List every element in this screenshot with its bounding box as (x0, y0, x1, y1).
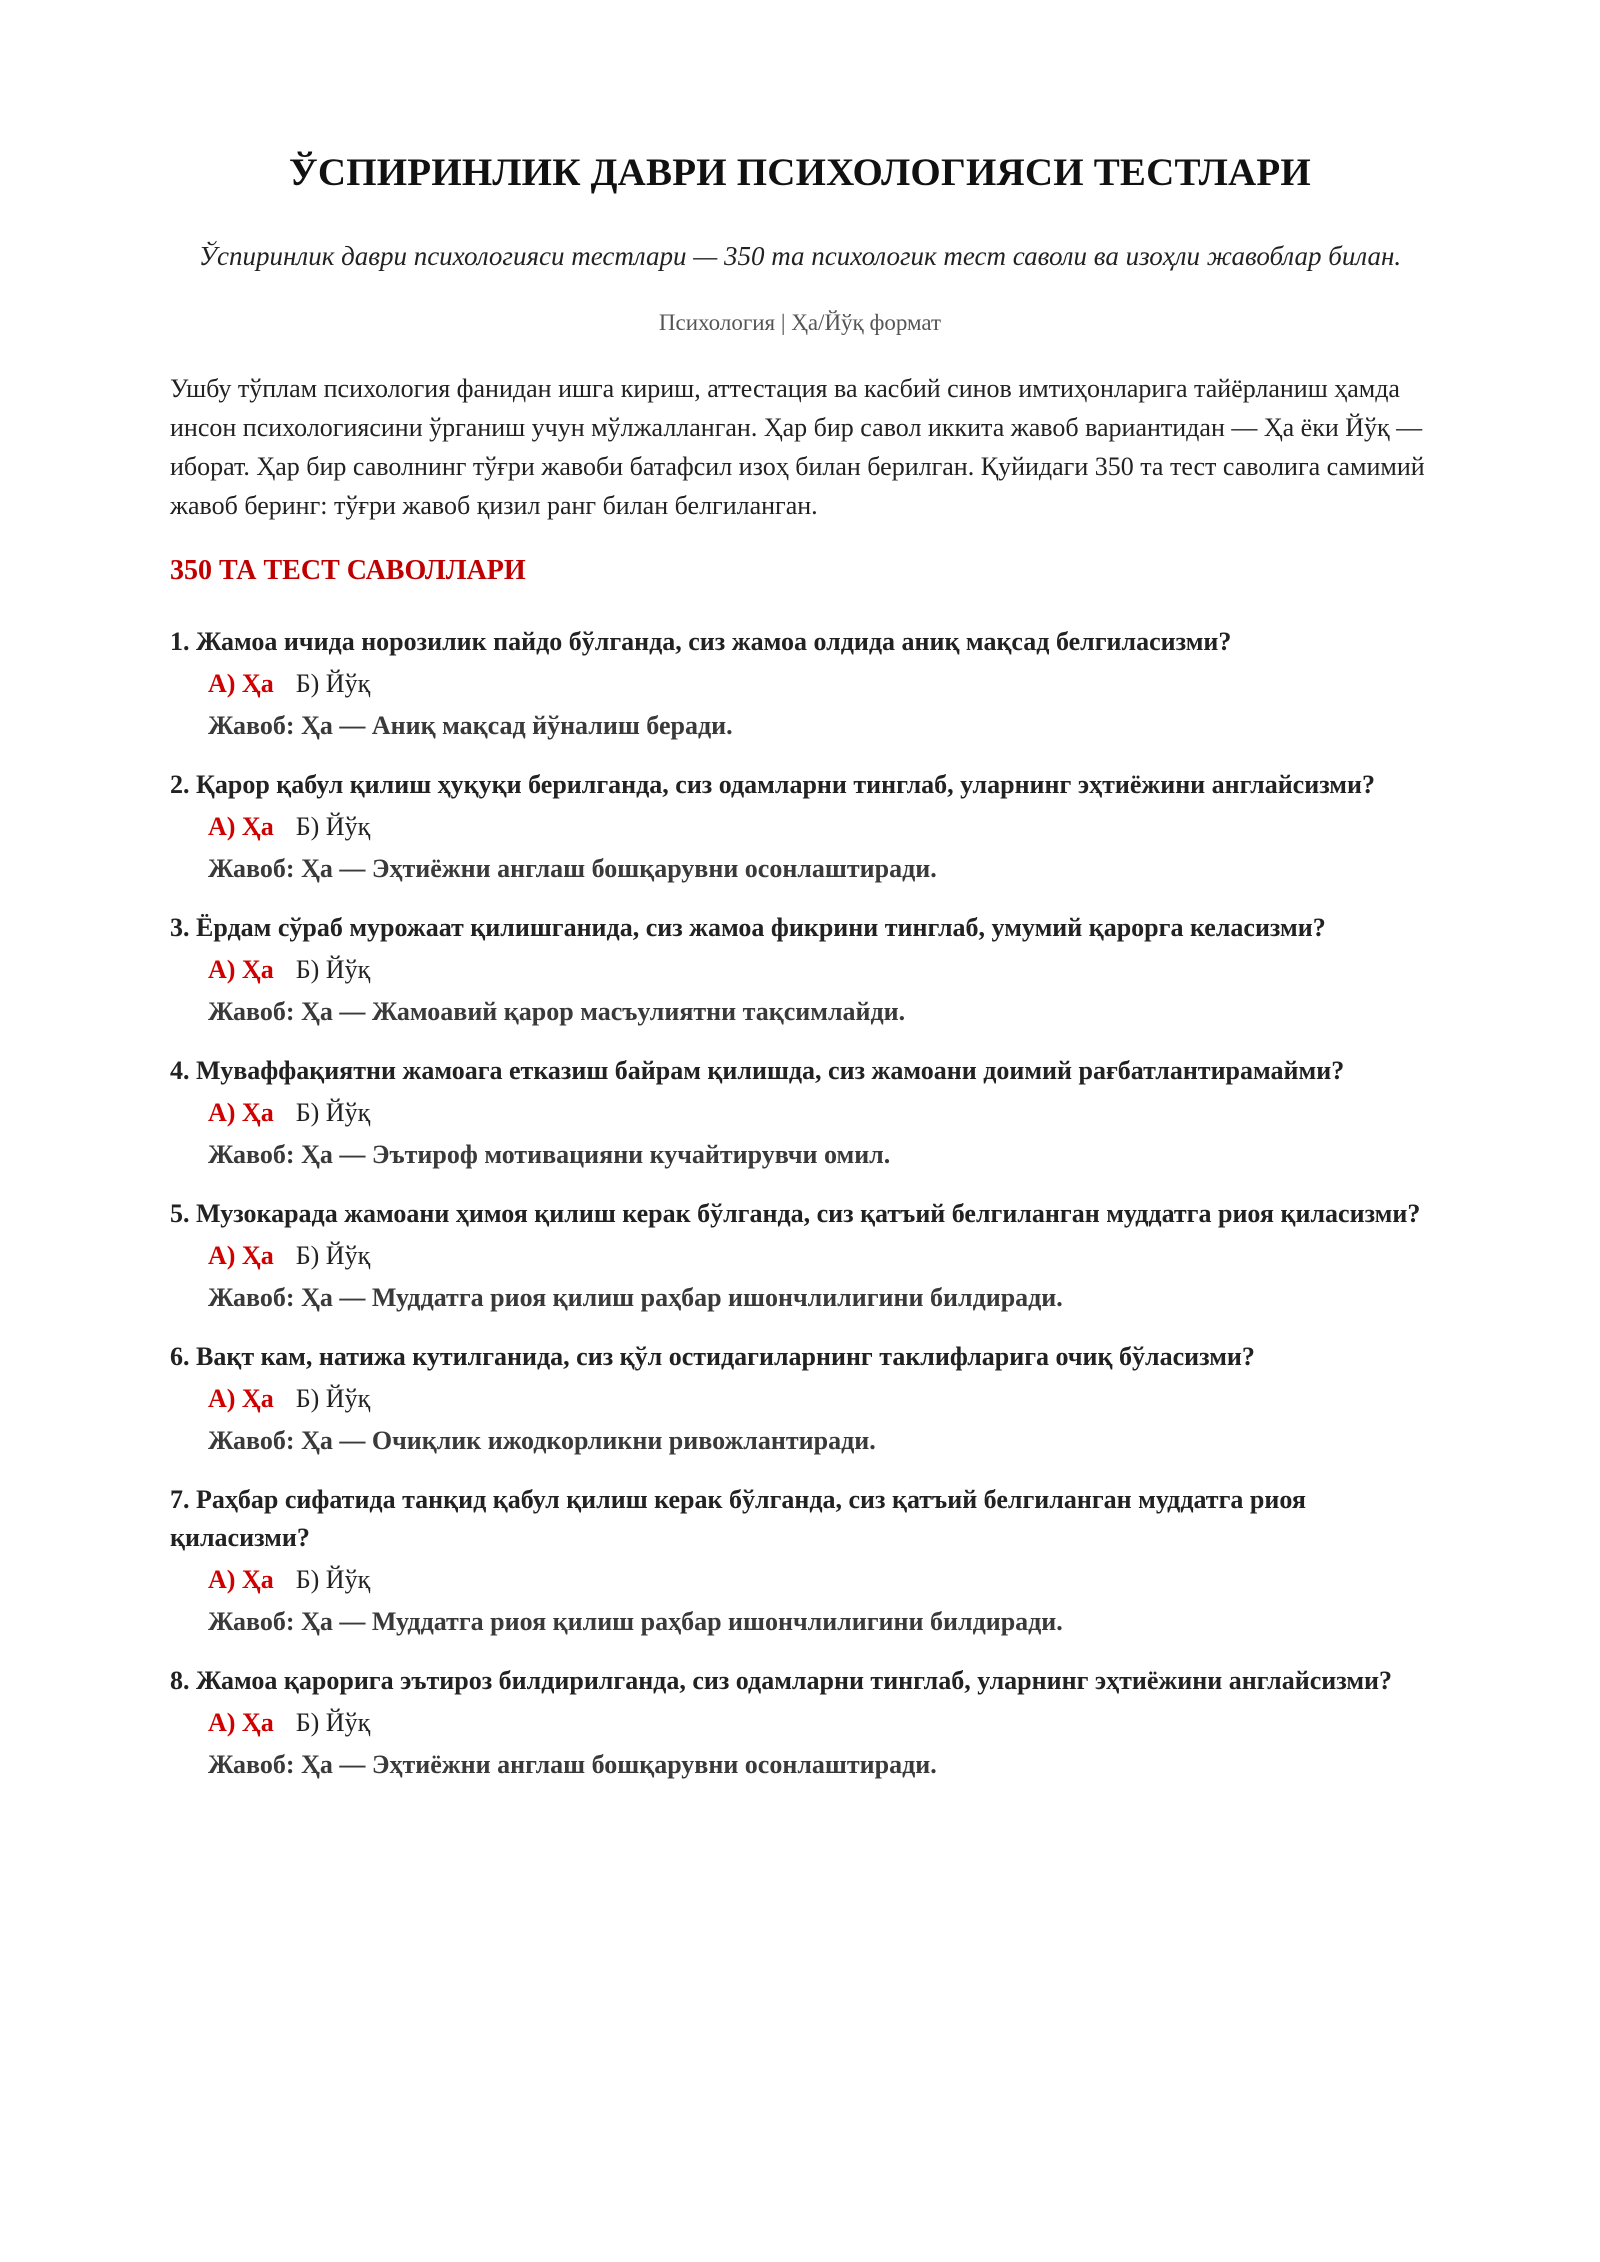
option-a-correct: А) Ҳа (208, 1565, 274, 1594)
question-item (170, 909, 1430, 1030)
option-b: Б) Йўқ (295, 1241, 371, 1270)
question-options (208, 1705, 1430, 1741)
option-a-correct: А) Ҳа (208, 812, 274, 841)
intro-paragraph: Ушбу тўплам психология фанидан ишга кириш, аттестация ва касбий синов имтиҳонларига тайёрланиш ҳамда инсон психологиясини ўрганиш учун мўлжалланган. Ҳар бир савол иккита жавоб вариантидан — Ҳа ёки Йўқ — иборат. Ҳар бир саволнинг тўғри жавоби батафсил изоҳ билан берилган. Қуйидаги 350 та тест саволига самимий жавоб беринг: тўғри жавоб қизил ранг билан белгиланган. (170, 374, 1425, 520)
question-item (170, 1662, 1430, 1783)
answer-explanation: Жавоб: Ҳа — Эҳтиёжни англаш бошқарувни осонлаштиради. (208, 854, 937, 883)
option-b: Б) Йўқ (295, 1384, 371, 1413)
question-item (170, 623, 1430, 744)
question-text: 8. Жамоа қарорига эътироз билдирилганда, сиз одамларни тинглаб, уларнинг эҳтиёжини англайсизми? (170, 1666, 1393, 1695)
document-title: ЎСПИРИНЛИК ДАВРИ ПСИХОЛОГИЯСИ ТЕСТЛАРИ (289, 151, 1311, 194)
question-text: 1. Жамоа ичида норозилик пайдо бўлганда, сиз жамоа олдида аниқ мақсад белгиласизми? (170, 627, 1232, 656)
option-a-correct: А) Ҳа (208, 1098, 274, 1127)
option-a-correct: А) Ҳа (208, 669, 274, 698)
question-item (170, 1052, 1430, 1173)
section-heading: 350 ТА ТЕСТ САВОЛЛАРИ (170, 555, 526, 586)
option-b: Б) Йўқ (295, 1708, 371, 1737)
option-b: Б) Йўқ (295, 955, 371, 984)
option-b: Б) Йўқ (295, 1098, 371, 1127)
question-options (208, 952, 1430, 988)
question-text: 4. Муваффақиятни жамоага етказиш байрам қилишда, сиз жамоани доимий рағбатлантирамайми? (170, 1056, 1345, 1085)
option-b: Б) Йўқ (295, 669, 371, 698)
question-list (170, 623, 1430, 1783)
option-a-correct: А) Ҳа (208, 1384, 274, 1413)
question-options (208, 1095, 1430, 1131)
question-text: 5. Музокарада жамоани ҳимоя қилиш керак бўлганда, сиз қатъий белгиланган муддатга риоя қиласизми? (170, 1199, 1421, 1228)
option-b: Б) Йўқ (295, 1565, 371, 1594)
option-b: Б) Йўқ (295, 812, 371, 841)
answer-explanation: Жавоб: Ҳа — Жамоавий қарор масъулиятни тақсимлайди. (208, 997, 906, 1026)
question-options (208, 809, 1430, 845)
question-options (208, 666, 1430, 702)
answer-explanation: Жавоб: Ҳа — Эҳтиёжни англаш бошқарувни осонлаштиради. (208, 1750, 937, 1779)
question-options (208, 1238, 1430, 1274)
question-text: 2. Қарор қабул қилиш ҳуқуқи берилганда, сиз одамларни тинглаб, уларнинг эҳтиёжини англайсизми? (170, 770, 1375, 799)
option-a-correct: А) Ҳа (208, 1708, 274, 1737)
document-subtitle: Ўспиринлик даври психологияси тестлари — 350 та психологик тест саволи ва изоҳли жавоблар билан. (198, 241, 1402, 271)
answer-explanation: Жавоб: Ҳа — Муддатга риоя қилиш раҳбар ишончлилигини билдиради. (208, 1283, 1063, 1312)
question-options (208, 1381, 1430, 1417)
question-text: 3. Ёрдам сўраб мурожаат қилишганида, сиз жамоа фикрини тинглаб, умумий қарорга келасизми? (170, 913, 1326, 942)
question-text: 7. Раҳбар сифатида танқид қабул қилиш керак бўлганда, сиз қатъий белгиланган муддатга риоя қиласизми? (170, 1485, 1306, 1552)
question-item (170, 1338, 1430, 1459)
question-item (170, 766, 1430, 887)
answer-explanation: Жавоб: Ҳа — Очиқлик ижодкорликни ривожлантиради. (208, 1426, 876, 1455)
question-options (208, 1562, 1430, 1598)
question-text: 6. Вақт кам, натижа кутилганида, сиз қўл остидагиларнинг таклифларига очиқ бўласизми? (170, 1342, 1255, 1371)
answer-explanation: Жавоб: Ҳа — Муддатга риоя қилиш раҳбар ишончлилигини билдиради. (208, 1607, 1063, 1636)
option-a-correct: А) Ҳа (208, 1241, 274, 1270)
question-item (170, 1195, 1430, 1316)
question-item (170, 1481, 1430, 1640)
document-meta: Психология | Ҳа/Йўқ формат (658, 310, 942, 335)
answer-explanation: Жавоб: Ҳа — Аниқ мақсад йўналиш беради. (208, 711, 733, 740)
option-a-correct: А) Ҳа (208, 955, 274, 984)
answer-explanation: Жавоб: Ҳа — Эътироф мотивацияни кучайтирувчи омил. (208, 1140, 891, 1169)
